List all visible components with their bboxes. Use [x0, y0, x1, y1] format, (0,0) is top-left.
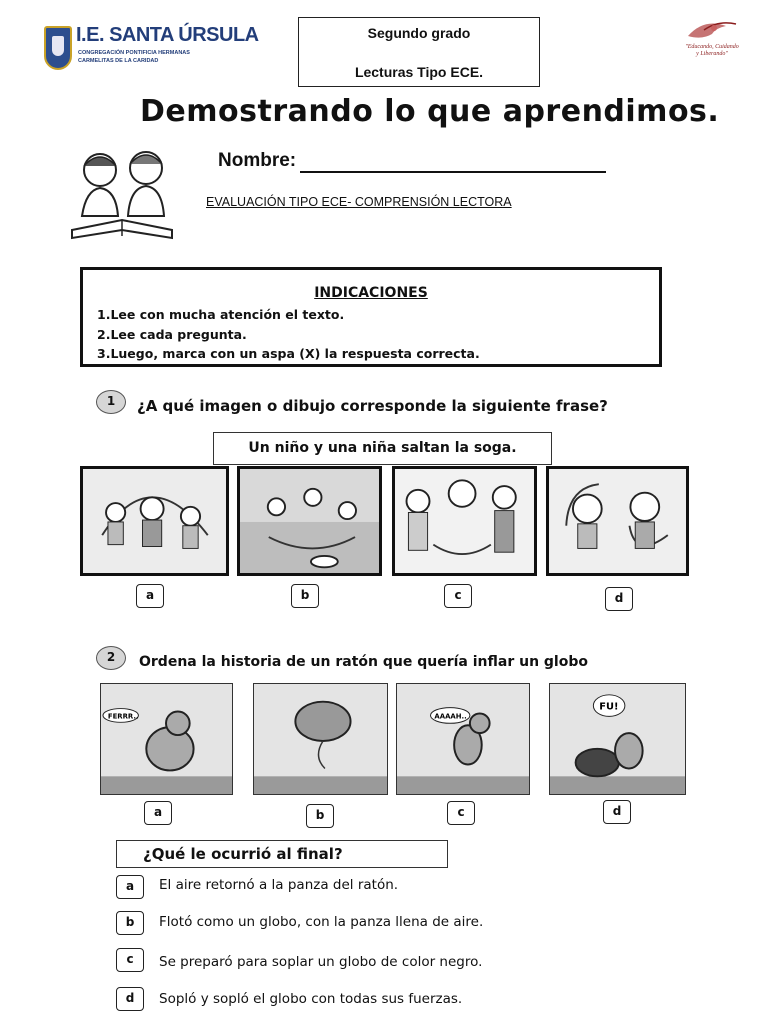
- school-sub2: CARMELITAS DE LA CARIDAD: [78, 58, 159, 64]
- mouse-story-picture-d[interactable]: [549, 683, 686, 795]
- question1-text: ¿A qué imagen o dibujo corresponde la siguiente frase?: [137, 397, 608, 415]
- congregation-logo: [674, 16, 750, 62]
- grade-box: [298, 17, 540, 87]
- instruction-item: 1.Lee con mucha atención el texto.: [97, 307, 345, 322]
- option-c-box[interactable]: c: [444, 584, 472, 608]
- jump-rope-picture-b[interactable]: [237, 466, 382, 576]
- speech-bubble-c: AAAAH..: [434, 712, 467, 721]
- question1-phrase: Un niño y una niña saltan la soga.: [213, 432, 552, 465]
- option-a-box[interactable]: a: [144, 801, 172, 825]
- question-number-badge: 2: [96, 646, 126, 670]
- final-question-box: ¿Qué le ocurrió al final?: [116, 840, 448, 868]
- instruction-item: 2.Lee cada pregunta.: [97, 327, 247, 342]
- school-shield-icon: [44, 26, 72, 70]
- reading-type-label: Lecturas Tipo ECE.: [354, 64, 484, 80]
- evaluation-label: EVALUACIÓN TIPO ECE- COMPRENSIÓN LECTORA: [206, 195, 512, 209]
- dove-emblem-icon: [674, 16, 750, 44]
- grade-label: Segundo grado: [367, 25, 471, 41]
- name-input-line[interactable]: [300, 171, 606, 173]
- speech-bubble-a: FERRR..: [107, 712, 139, 721]
- answer-a-text: El aire retornó a la panza del ratón.: [159, 877, 399, 893]
- answer-d-text: Sopló y sopló el globo con todas sus fuerzas.: [159, 991, 463, 1007]
- school-sub1: CONGREGACIÓN PONTIFICIA HERMANAS: [78, 50, 190, 56]
- motto-line2: y Liberando": [696, 51, 728, 57]
- name-label: Nombre:: [218, 150, 297, 171]
- option-b-box[interactable]: b: [291, 584, 319, 608]
- option-b-box[interactable]: b: [306, 804, 334, 828]
- mouse-story-picture-c[interactable]: [396, 683, 530, 795]
- kids-reading-illustration: [66, 146, 178, 242]
- answer-a-box[interactable]: a: [116, 875, 144, 899]
- question-number-badge: 1: [96, 390, 126, 414]
- school-name: I.E. SANTA ÚRSULA: [76, 24, 259, 46]
- jump-rope-picture-d[interactable]: [546, 466, 689, 576]
- option-d-box[interactable]: d: [603, 800, 631, 824]
- option-a-box[interactable]: a: [136, 584, 164, 608]
- instructions-title: INDICACIONES: [314, 285, 428, 301]
- answer-c-text: Se preparó para soplar un globo de color negro.: [159, 954, 483, 970]
- instructions-box: [80, 267, 662, 367]
- answer-d-box[interactable]: d: [116, 987, 144, 1011]
- question2-text: Ordena la historia de un ratón que quería inflar un globo: [139, 654, 588, 670]
- motto: [674, 44, 750, 58]
- option-d-box[interactable]: d: [605, 587, 633, 611]
- speech-bubble-d: FU!: [599, 701, 619, 713]
- page-title: Demostrando lo que aprendimos.: [140, 94, 720, 129]
- mouse-story-picture-b[interactable]: [253, 683, 388, 795]
- answer-b-text: Flotó como un globo, con la panza llena de aire.: [159, 914, 484, 930]
- school-logo: [44, 24, 259, 74]
- answer-c-box[interactable]: c: [116, 948, 144, 972]
- mouse-story-picture-a[interactable]: [100, 683, 233, 795]
- jump-rope-picture-c[interactable]: [392, 466, 537, 576]
- motto-line1: "Educando, Cuidando: [685, 44, 739, 50]
- instruction-item: 3.Luego, marca con un aspa (X) la respuesta correcta.: [97, 346, 480, 361]
- option-c-box[interactable]: c: [447, 801, 475, 825]
- answer-b-box[interactable]: b: [116, 911, 144, 935]
- jump-rope-picture-a[interactable]: [80, 466, 229, 576]
